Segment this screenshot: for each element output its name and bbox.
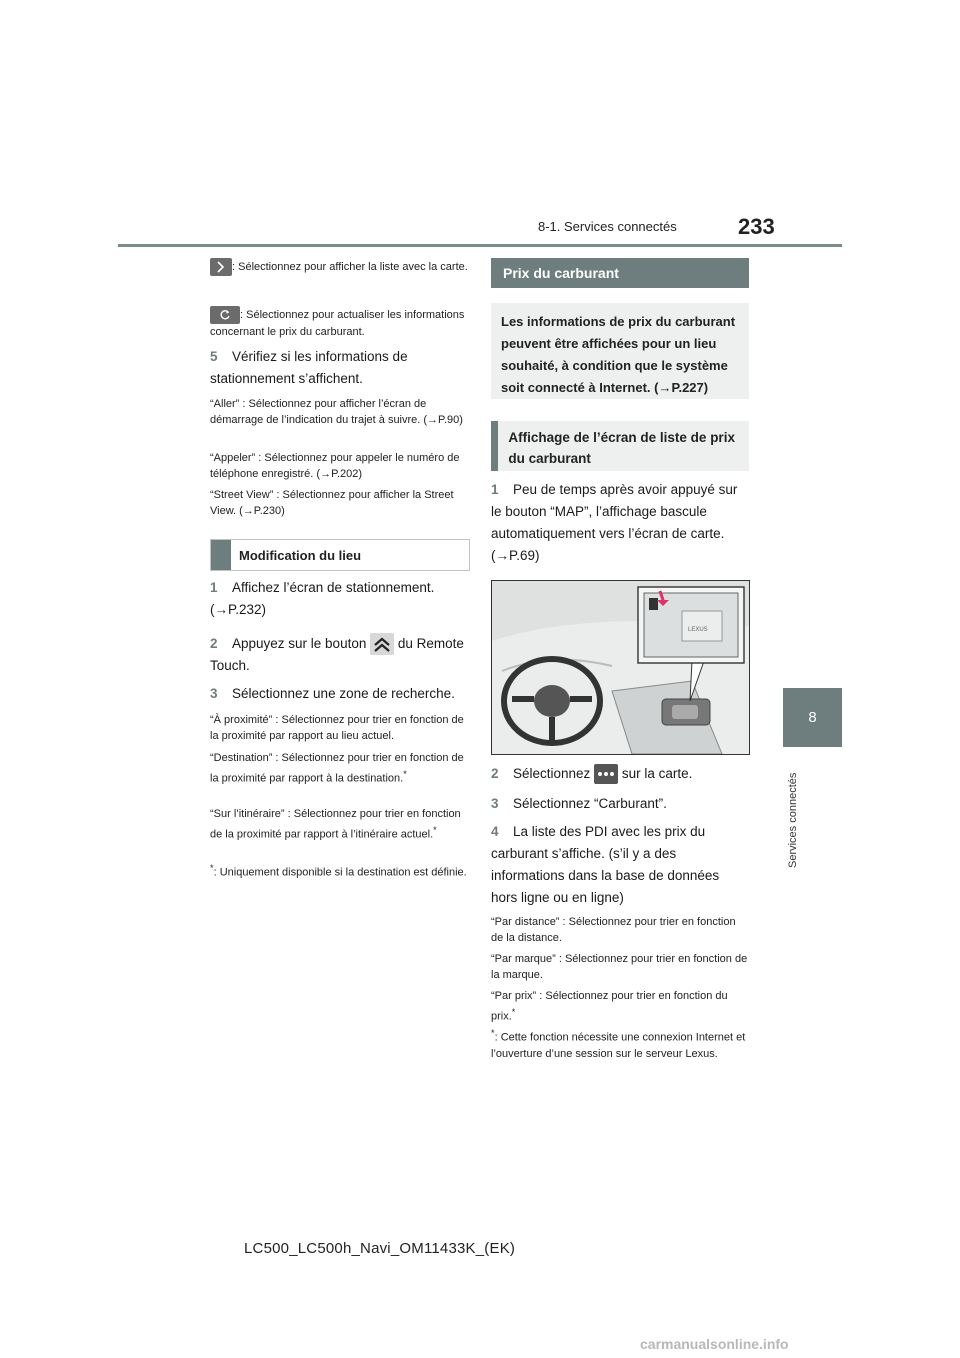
step-text: La liste des PDI avec les prix du carburant s’affiche. (s’il y a des informations dans la base de données hors ligne ou en ligne): [491, 824, 720, 905]
option-street-view: “Street View” : Sélectionnez pour afficher la Street View. (→P.230): [210, 489, 454, 517]
heading-text: Modification du lieu: [239, 547, 362, 563]
step-text: Vérifiez si les informations de stationnement s’affichent.: [210, 349, 408, 386]
header-rule: [118, 244, 842, 247]
section-title: 8-1. Services connectés: [538, 219, 677, 234]
heading-bar: [211, 540, 231, 570]
heading-bar: [491, 421, 498, 471]
icon-note-text: : Sélectionnez pour afficher la liste avec la carte.: [232, 260, 468, 273]
chapter-tab: 8: [783, 688, 842, 747]
option-par-distance: “Par distance” : Sélectionnez pour trier en fonction de la distance.: [491, 916, 736, 944]
photo-brand: LEXUS: [688, 627, 708, 633]
option-par-prix: “Par prix” : Sélectionnez pour trier en fonction du prix.*: [491, 990, 728, 1023]
chapter-tab-label: Services connectés: [787, 772, 799, 868]
step-4: 4 La liste des PDI avec les prix du carburant s’affiche. (s’il y a des informations dans la base de données hors ligne ou en ligne): [491, 824, 720, 905]
page-section-title: Prix du carburant: [491, 258, 749, 288]
step-3: 3 Sélectionnez “Carburant”.: [491, 796, 667, 811]
step-1: 1 Affichez l’écran de stationnement. (→P.232): [210, 580, 435, 617]
section-heading: [210, 539, 470, 571]
option-aller: “Aller” : Sélectionnez pour afficher l’écran de démarrage de l’indication du trajet à suivre. (→P.90): [210, 398, 463, 426]
info-box: Les informations de prix du carburant peuvent être affichées pour un lieu souhaité, à condition que le système soit connecté à Internet. (→P.227): [491, 303, 749, 399]
step-text: Sélectionnez une zone de recherche.: [232, 686, 455, 701]
icon-note-refresh: [210, 306, 468, 340]
icon-note-text: : Sélectionnez pour actualiser les informations concernant le prix du carburant.: [210, 308, 465, 338]
page-number: 233: [738, 214, 775, 239]
step-text: Appuyez sur le bouton: [232, 636, 367, 651]
step-5: 5 Vérifiez si les informations de stationnement s’affichent.: [210, 349, 408, 386]
heading-text: Affichage de l’écran de liste de prix du carburant: [508, 430, 735, 466]
step-text: Peu de temps après avoir appuyé sur le bouton “MAP”, l’affichage bascule automatiquement vers l’écran de carte. (→P.69): [491, 482, 738, 563]
step-text: Affichez l’écran de stationnement. (→P.232): [210, 580, 435, 617]
document-code: LC500_LC500h_Navi_OM11433K_(EK): [244, 1240, 516, 1257]
footnote: *: Cette fonction nécessite une connexion Internet et l’ouverture d’une session sur le serveur Lexus.: [491, 1028, 746, 1060]
chapter-tab-label-box: [785, 760, 801, 870]
watermark: carmanualsonline.info: [640, 1336, 789, 1352]
section-heading: [491, 421, 749, 471]
option-appeler: “Appeler” : Sélectionnez pour appeler le numéro de téléphone enregistré. (→P.202): [210, 452, 460, 480]
option-par-marque: “Par marque” : Sélectionnez pour trier en fonction de la marque.: [491, 953, 748, 981]
step-3: 3 Sélectionnez une zone de recherche.: [210, 686, 455, 701]
step-1: 1 Peu de temps après avoir appuyé sur le bouton “MAP”, l’affichage bascule automatiquement vers l’écran de carte. (→P.69): [491, 482, 738, 563]
icon-note-map-list: [210, 258, 468, 276]
more-dots-icon: [594, 764, 618, 784]
footnote: *: Uniquement disponible si la destination est définie.: [210, 863, 467, 879]
step-2: 2 Sélectionnez sur la carte.: [491, 763, 749, 785]
option-sur-itineraire: “Sur l’itinéraire” : Sélectionnez pour trier en fonction de la proximité par rapport à l’itinéraire actuel.*: [210, 808, 461, 841]
option-destination: “Destination” : Sélectionnez pour trier en fonction de la proximité par rapport à la destination.*: [210, 752, 464, 785]
double-chevron-up-icon: [370, 633, 394, 655]
step-2: 2 Appuyez sur le bouton du Remote Touch.: [210, 633, 468, 677]
chevron-right-icon: [210, 258, 232, 276]
step-text: du Remote Touch.: [210, 636, 464, 674]
step-text: Sélectionnez: [513, 766, 591, 781]
step-text: sur la carte.: [621, 766, 693, 781]
option-a-proximite: “À proximité” : Sélectionnez pour trier en fonction de la proximité par rapport au lieu actuel.: [210, 714, 464, 742]
step-text: Sélectionnez “Carburant”.: [513, 796, 667, 811]
dashboard-illustration: [491, 580, 750, 755]
refresh-icon: [210, 306, 240, 324]
